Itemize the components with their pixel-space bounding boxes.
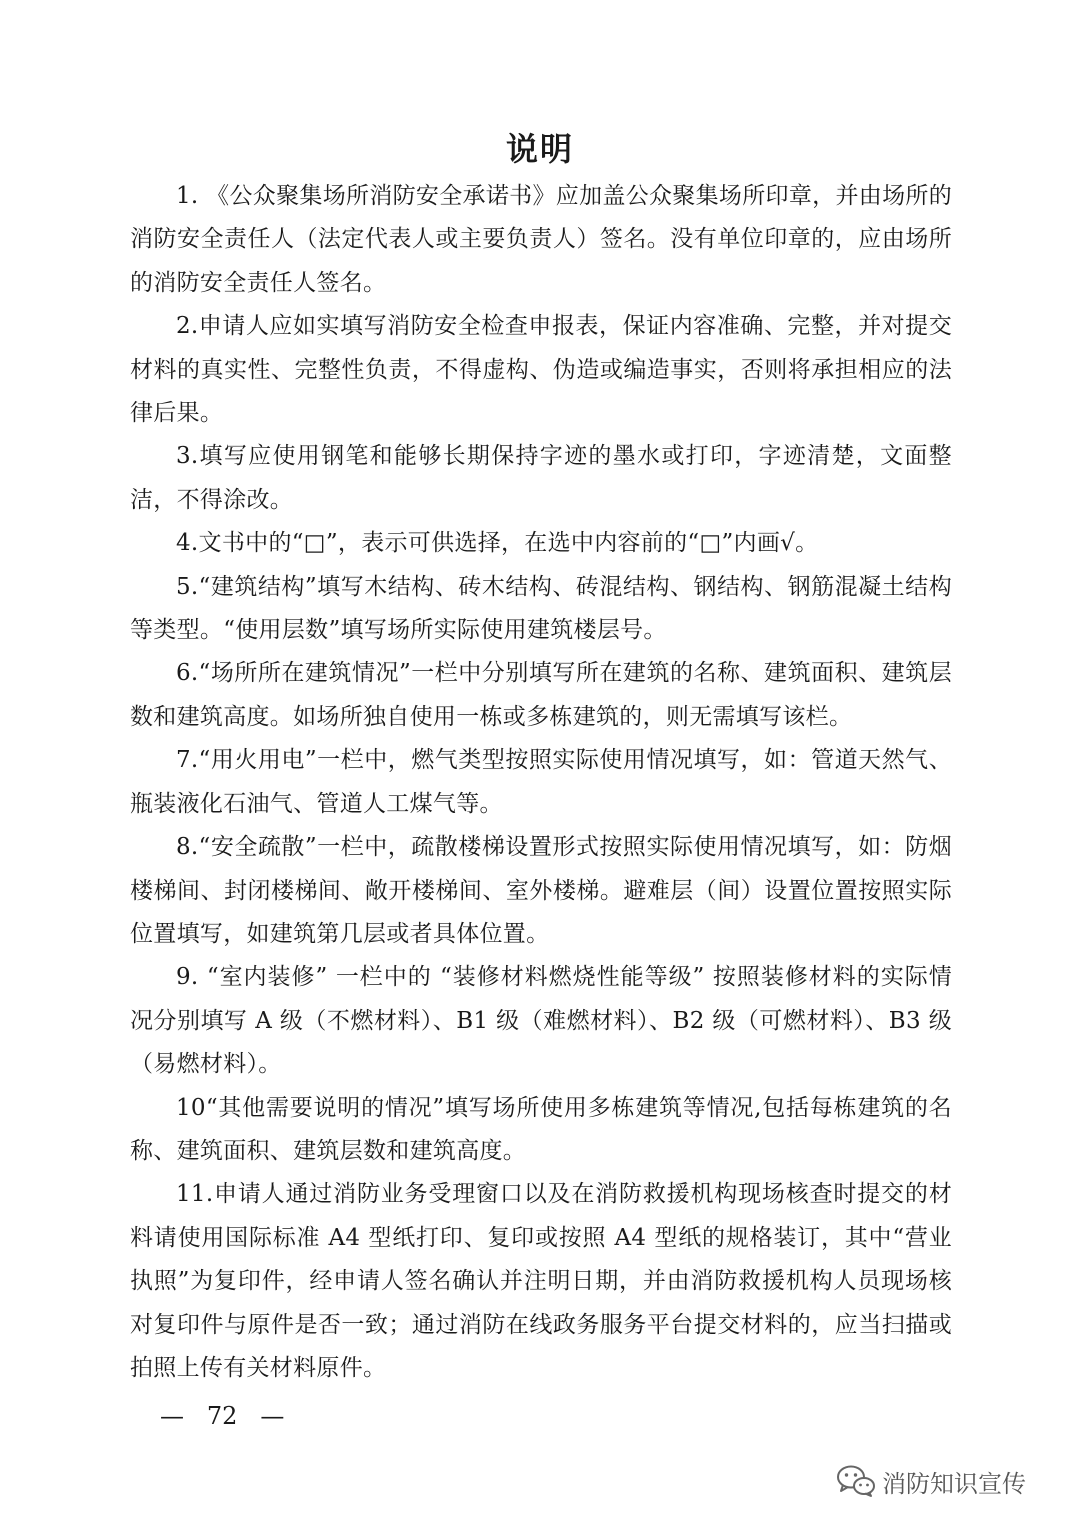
paragraph-1: 1. 《公众聚集场所消防安全承诺书》应加盖公众聚集场所印章，并由场所的消防安全责任人（法定代表人或主要负责人）签名。没有单位印章的，应由场所的消防安全责任人签名。 — [130, 183, 952, 296]
page-number: — 72 — — [160, 1402, 285, 1430]
wechat-icon — [836, 1464, 876, 1498]
paragraph-4: 4.文书中的“□”，表示可供选择，在选中内容前的“□”内画√。 — [176, 530, 819, 557]
paragraph-2: 2.申请人应如实填写消防安全检查申报表，保证内容准确、完整，并对提交材料的真实性、完整性负责，不得虚构、伪造或编造事实，否则将承担相应的法律后果。 — [130, 313, 952, 427]
paragraph-6: 6.“场所所在建筑情况”一栏中分别填写所在建筑的名称、建筑面积、建筑层数和建筑高度。如场所独自使用一栋或多栋建筑的，则无需填写该栏。 — [130, 660, 952, 730]
paragraph-7: 7.“用火用电”一栏中，燃气类型按照实际使用情况填写，如：管道天然气、瓶装液化石油气、管道人工煤气等。 — [130, 747, 952, 817]
paragraph-10: 10“其他需要说明的情况”填写场所使用多栋建筑等情况,包括每栋建筑的名称、建筑面积、建筑层数和建筑高度。 — [130, 1094, 952, 1164]
paragraph-5: 5.“建筑结构”填写木结构、砖木结构、砖混结构、钢结构、钢筋混凝土结构等类型。“使用层数”填写场所实际使用建筑楼层号。 — [130, 573, 952, 644]
paragraph-8: 8.“安全疏散”一栏中，疏散楼梯设置形式按照实际使用情况填写，如：防烟楼梯间、封闭楼梯间、敞开楼梯间、室外楼梯。避难层（间）设置位置按照实际位置填写，如建筑第几层或者具体位置。 — [130, 834, 952, 947]
paragraph-3: 3.填写应使用钢笔和能够长期保持字迹的墨水或打印，字迹清楚，文面整洁，不得涂改。 — [130, 443, 952, 513]
paragraph-11: 11.申请人通过消防业务受理窗口以及在消防救援机构现场核查时提交的材料请使用国际标准 A4 型纸打印、复印或按照 A4 型纸的规格装订，其中“营业执照”为复印件，经申请人签名确认并注明日期，并由消防救援机构人员现场核对复印件与原件是否一致；通过消防在线政务服务平台提交材料的，应当扫描或拍照上传有关材料原件。 — [130, 1181, 952, 1381]
paragraph-9: 9. “室内装修” 一栏中的 “装修材料燃烧性能等级” 按照装修材料的实际情况分别填写 A 级（不燃材料）、B1 级（难燃材料）、B2 级（可燃材料）、B3 级（易燃材料）。 — [130, 964, 952, 1078]
watermark-text: 消防知识宣传 — [882, 1469, 1026, 1498]
page-title: 说明 — [505, 130, 574, 168]
watermark — [836, 1461, 1026, 1501]
document-body — [130, 175, 952, 1390]
